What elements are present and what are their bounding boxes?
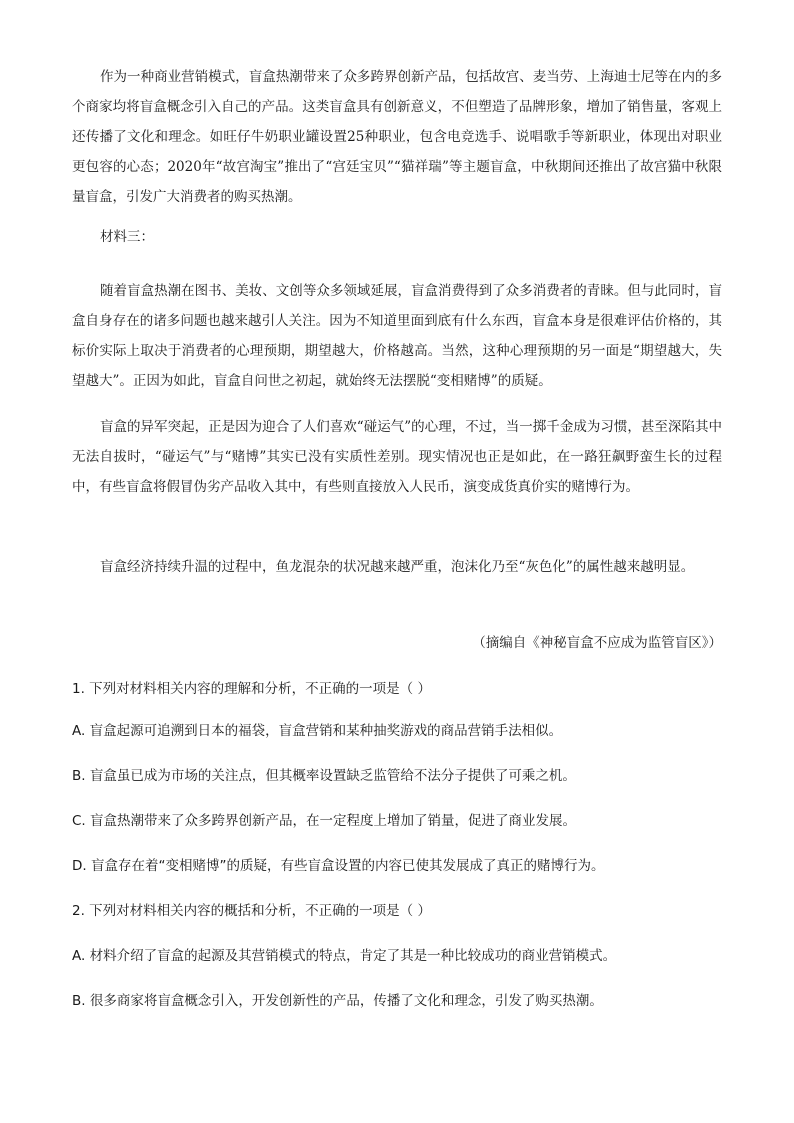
- passage-paragraph-1: 作为一种商业营销模式，盲盒热潮带来了众多跨界创新产品，包括故宫、麦当劳、上海迪士尼等在内的多个商家均将盲盒概念引入自己的产品。这类盲盒具有创新意义，不但塑造了品牌形象，增加了销售量，客观上还传播了文化和理念。如旺仔牛奶职业罐设置25种职业，包含电竞选手、说唱歌手等新职业，体现出对职业更包容的心态；2020年“故宫淘宝”推出了“宫廷宝贝”“猫祥瑞”等主题盲盒，中秋期间还推出了故宫猫中秋限量盲盒，引发广大消费者的购买热潮。: [72, 69, 722, 205]
- question-2-option-b: B. 很多商家将盲盒概念引入，开发创新性的产品，传播了文化和理念，引发了购买热潮。: [72, 993, 603, 1009]
- question-1-option-d: D. 盲盒存在着“变相赌博”的质疑，有些盲盒设置的内容已使其发展成了真正的赌博行为。: [72, 858, 605, 874]
- material-3-label: 材料三：: [100, 229, 154, 245]
- source-citation: （摘编自《神秘盲盒不应成为监管盲区》）: [472, 635, 722, 651]
- question-1-option-b: B. 盲盒虽已成为市场的关注点，但其概率设置缺乏监管给不法分子提供了可乘之机。: [72, 768, 576, 784]
- passage-paragraph-3: 盲盒的异军突起，正是因为迎合了人们喜欢“碰运气”的心理，不过，当一掷千金成为习惯，甚至深陷其中无法自拔时，“碰运气”与“赌博”其实已没有实质性差别。现实情况也正是如此，在一路狂飙野蛮生长的过程中，有些盲盒将假冒伪劣产品收入其中，有些则直接放入人民币，演变成货真价实的赌博行为。: [72, 419, 722, 495]
- question-2-option-a: A. 材料介绍了盲盒的起源及其营销模式的特点，肯定了其是一种比较成功的商业营销模式。: [72, 948, 617, 964]
- question-1-option-a: A. 盲盒起源可追溯到日本的福袋，盲盒营销和某种抽奖游戏的商品营销手法相似。: [72, 723, 563, 739]
- question-1-stem: 1. 下列对材料相关内容的理解和分析，不正确的一项是（ ）: [72, 681, 431, 697]
- passage-paragraph-4: 盲盒经济持续升温的过程中，鱼龙混杂的状况越来越严重，泡沫化乃至“灰色化”的属性越来越明显。: [100, 559, 695, 575]
- question-2-stem: 2. 下列对材料相关内容的概括和分析，不正确的一项是（ ）: [72, 903, 431, 919]
- passage-paragraph-2: 随着盲盒热潮在图书、美妆、文创等众多领域延展，盲盒消费得到了众多消费者的青睐。但与此同时，盲盒自身存在的诸多问题也越来越引人关注。因为不知道里面到底有什么东西，盲盒本身是很难评估价格的，其标价实际上取决于消费者的心理预期，期望越大，价格越高。当然，这种心理预期的另一面是“期望越大，失望越大”。正因为如此，盲盒自问世之初起，就始终无法摆脱“变相赌博”的质疑。: [72, 283, 722, 389]
- question-1-option-c: C. 盲盒热潮带来了众多跨界创新产品，在一定程度上增加了销量，促进了商业发展。: [72, 813, 577, 829]
